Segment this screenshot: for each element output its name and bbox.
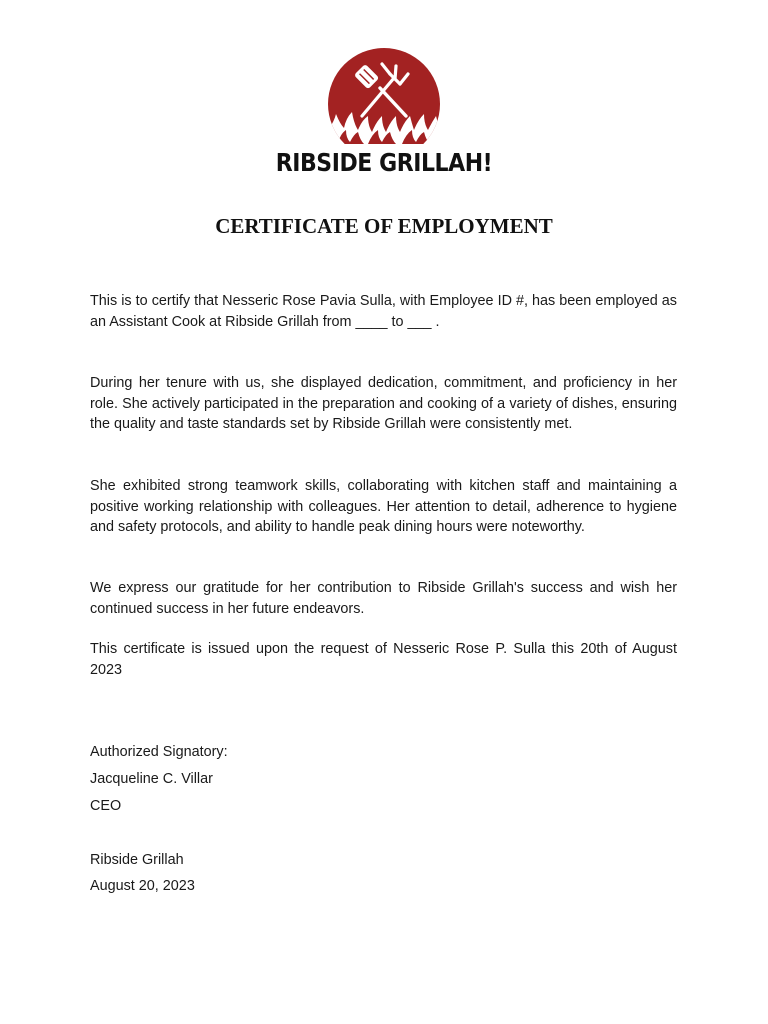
signatory-label: Authorized Signatory: — [90, 744, 228, 760]
signatory-position: CEO — [90, 798, 122, 814]
issuance-paragraph: This certificate is issued upon the request of Nesseric Rose P. Sulla this 20th of August 2023 — [90, 641, 677, 678]
document-title: CERTIFICATE OF EMPLOYMENT — [215, 214, 553, 238]
grill-logo-icon — [324, 44, 444, 144]
brand-name: RIBSIDE GRILLAH! — [275, 148, 493, 177]
issue-date: August 20, 2023 — [90, 878, 195, 894]
gratitude-paragraph: We express our gratitude for her contribution to Ribside Grillah's success and wish her continued success in her future endeavors. — [90, 580, 677, 617]
teamwork-paragraph: She exhibited strong teamwork skills, collaborating with kitchen staff and maintaining a positive working relationship with colleagues. Her attention to detail, adherence to hygiene and safety protocols, and ability to handle peak dining hours were noteworthy. — [90, 478, 677, 535]
certification-paragraph: This is to certify that Nesseric Rose Pavia Sulla, with Employee ID #, has been employed as an Assistant Cook at Ribside Grillah from ____ to ___ . — [90, 293, 677, 330]
company-name: Ribside Grillah — [90, 852, 184, 868]
tenure-paragraph: During her tenure with us, she displayed dedication, commitment, and proficiency in her role. She actively participated in the preparation and cooking of a variety of dishes, ensuring the quality and taste standards set by Ribside Grillah were consistently met. — [90, 375, 677, 432]
company-logo — [0, 44, 768, 144]
signatory-name: Jacqueline C. Villar — [90, 771, 213, 787]
